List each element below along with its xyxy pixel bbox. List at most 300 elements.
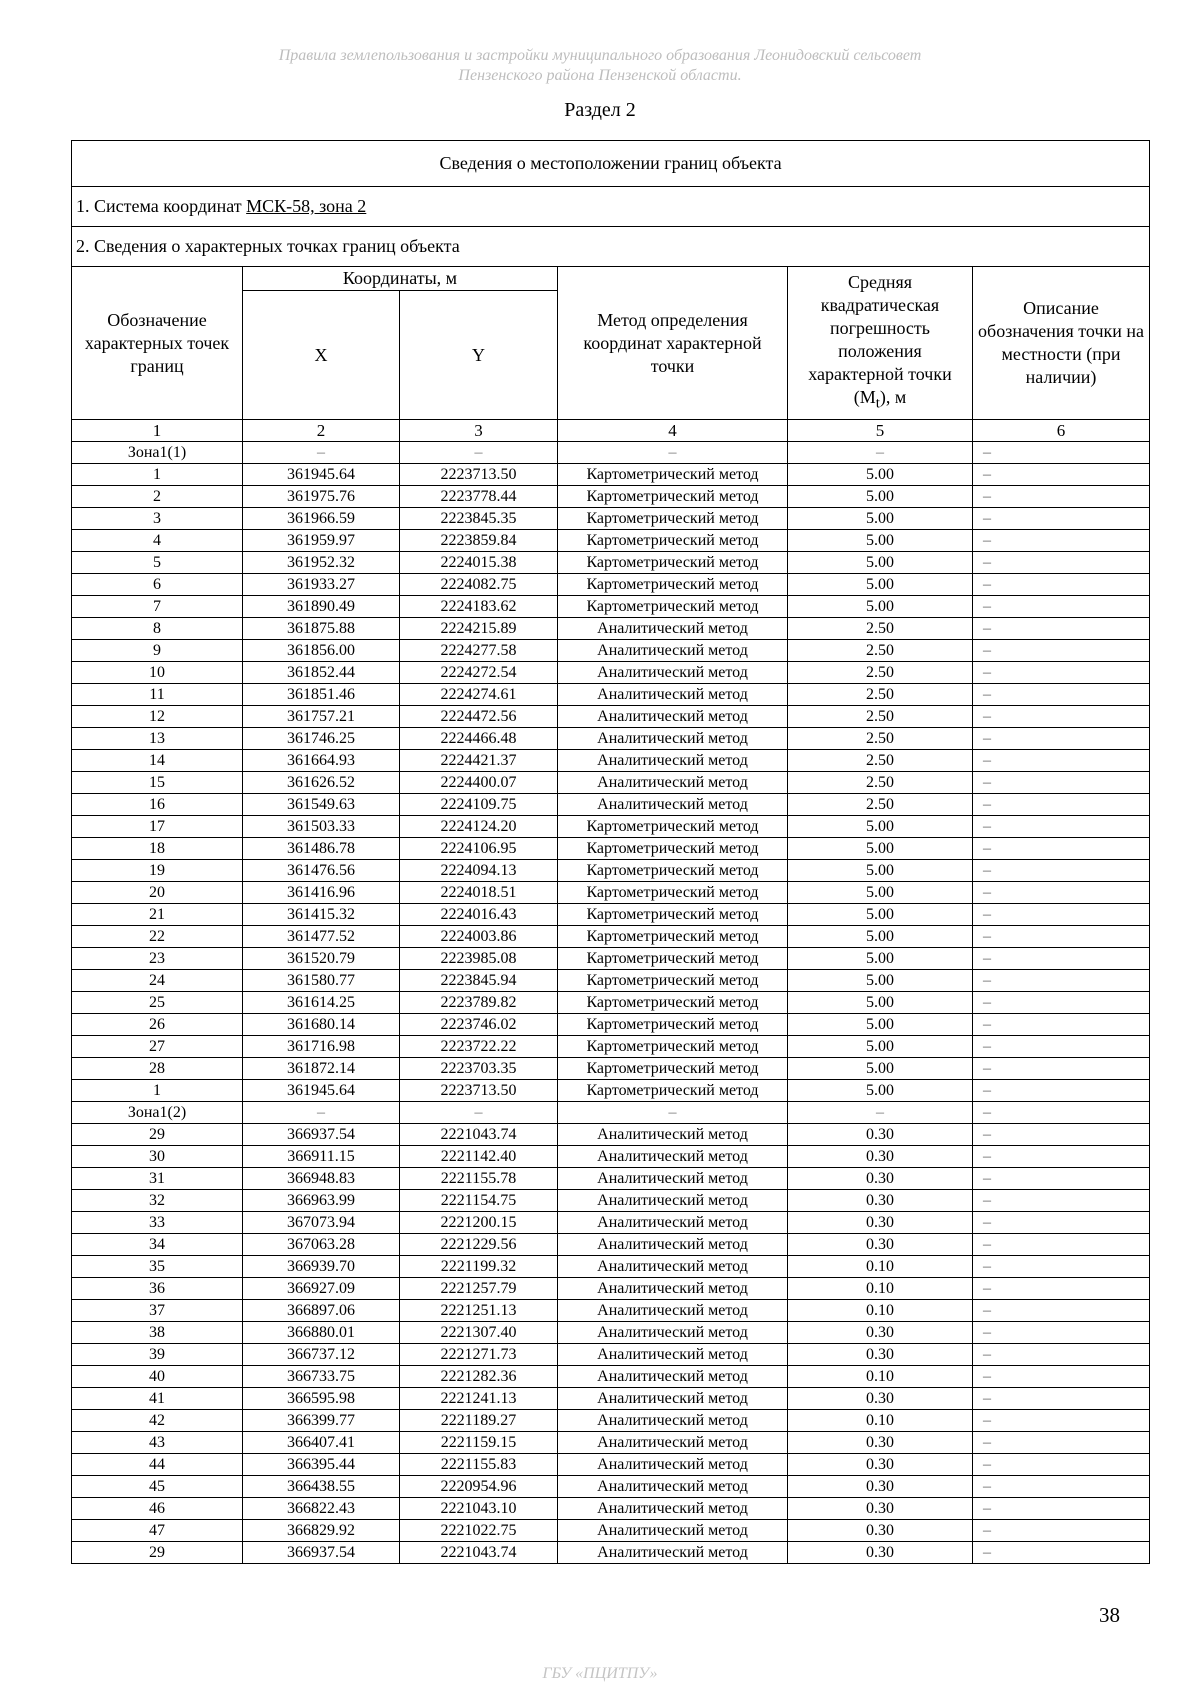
method: Аналитический метод [558,1212,788,1234]
coord-y: 2224421.37 [400,750,558,772]
mean-error: 2.50 [788,750,973,772]
coord-y: 2224003.86 [400,926,558,948]
method: Аналитический метод [558,1520,788,1542]
column-number: 1 [72,420,243,442]
method: Картометрический метод [558,486,788,508]
method: Аналитический метод [558,1344,788,1366]
coord-y: 2221282.36 [400,1366,558,1388]
point-number: 27 [72,1036,243,1058]
coord-x: 361945.64 [243,1080,400,1102]
table-row [72,838,1150,860]
zone-dash: – [973,1102,1150,1124]
mean-error: 5.00 [788,1014,973,1036]
coord-x: 361959.97 [243,530,400,552]
zone-dash: – [558,442,788,464]
point-description: – [973,662,1150,684]
coord-y: 2221189.27 [400,1410,558,1432]
table-row [72,1058,1150,1080]
coord-x: 361626.52 [243,772,400,794]
point-description: – [973,1146,1150,1168]
method: Аналитический метод [558,1410,788,1432]
zone-dash: – [558,1102,788,1124]
col-header-error: Средняя квадратическая погрешность положения характерной точки $(M_t)$, м [788,267,973,420]
table-row [72,640,1150,662]
coord-y: 2221043.10 [400,1498,558,1520]
coord-x: 361875.88 [243,618,400,640]
column-number: 6 [973,420,1150,442]
coord-y: 2221251.13 [400,1300,558,1322]
method: Аналитический метод [558,1454,788,1476]
point-number: 42 [72,1410,243,1432]
table-row [72,1124,1150,1146]
point-number: 6 [72,574,243,596]
mean-error: 0.30 [788,1344,973,1366]
coord-x: 361503.33 [243,816,400,838]
coord-y: 2223722.22 [400,1036,558,1058]
coord-x: 367073.94 [243,1212,400,1234]
zone-name: Зона1(1) [72,442,243,464]
mean-error: 0.10 [788,1366,973,1388]
coord-x: 361851.46 [243,684,400,706]
coord-x: 361945.64 [243,464,400,486]
method: Аналитический метод [558,794,788,816]
coord-x: 361852.44 [243,662,400,684]
point-description: – [973,706,1150,728]
method: Аналитический метод [558,1168,788,1190]
table-row [72,882,1150,904]
table-row [72,772,1150,794]
col-header-y: Y [400,291,558,420]
mean-error: 0.30 [788,1234,973,1256]
point-number: 17 [72,816,243,838]
point-number: 26 [72,1014,243,1036]
mean-error: 5.00 [788,970,973,992]
mean-error: 5.00 [788,552,973,574]
point-number: 25 [72,992,243,1014]
coord-x: 361933.27 [243,574,400,596]
coord-x: 361477.52 [243,926,400,948]
coord-x: 361856.00 [243,640,400,662]
point-description: – [973,1322,1150,1344]
point-description: – [973,1168,1150,1190]
mean-error: 5.00 [788,860,973,882]
method: Аналитический метод [558,1498,788,1520]
point-number: 8 [72,618,243,640]
coord-y: 2221155.83 [400,1454,558,1476]
method: Картометрический метод [558,970,788,992]
point-number: 15 [72,772,243,794]
point-number: 38 [72,1322,243,1344]
method: Аналитический метод [558,1388,788,1410]
coord-x: 366963.99 [243,1190,400,1212]
coord-system [72,187,1150,227]
point-description: – [973,1454,1150,1476]
point-description: – [973,1080,1150,1102]
method: Аналитический метод [558,1278,788,1300]
point-description: – [973,1300,1150,1322]
table-row [72,970,1150,992]
point-description: – [973,596,1150,618]
table-row [72,794,1150,816]
coord-y: 2221159.15 [400,1432,558,1454]
col-header-description: Описание обозначения точки на местности (при наличии) [973,267,1150,420]
point-number: 10 [72,662,243,684]
coord-y: 2224272.54 [400,662,558,684]
point-description: – [973,750,1150,772]
method: Картометрический метод [558,904,788,926]
method: Картометрический метод [558,860,788,882]
coord-y: 2221241.13 [400,1388,558,1410]
method: Картометрический метод [558,596,788,618]
mean-error: 2.50 [788,706,973,728]
coord-y: 2220954.96 [400,1476,558,1498]
table-row [72,1388,1150,1410]
mean-error: 5.00 [788,574,973,596]
point-number: 21 [72,904,243,926]
method: Аналитический метод [558,772,788,794]
coord-x: 361520.79 [243,948,400,970]
point-number: 14 [72,750,243,772]
mean-error: 2.50 [788,728,973,750]
mean-error: 5.00 [788,838,973,860]
point-number: 22 [72,926,243,948]
coord-y: 2224466.48 [400,728,558,750]
mean-error: 5.00 [788,486,973,508]
coord-x: 361549.63 [243,794,400,816]
method: Аналитический метод [558,684,788,706]
point-number: 28 [72,1058,243,1080]
method: Картометрический метод [558,574,788,596]
mean-error: 5.00 [788,1080,973,1102]
point-number: 12 [72,706,243,728]
running-header-line-2: Пензенского района Пензенской области. [458,67,742,84]
coord-x: 361757.21 [243,706,400,728]
mean-error: 2.50 [788,640,973,662]
point-number: 47 [72,1520,243,1542]
coord-y: 2224106.95 [400,838,558,860]
point-description: – [973,1212,1150,1234]
point-description: – [973,486,1150,508]
column-number: 4 [558,420,788,442]
table-row [72,1146,1150,1168]
coord-x: 366595.98 [243,1388,400,1410]
table-row [72,706,1150,728]
method: Аналитический метод [558,706,788,728]
mean-error: 2.50 [788,772,973,794]
point-description: – [973,1278,1150,1300]
coord-y: 2223845.94 [400,970,558,992]
point-number: 1 [72,1080,243,1102]
method: Аналитический метод [558,618,788,640]
table-row [72,728,1150,750]
coord-y: 2224183.62 [400,596,558,618]
mean-error: 0.10 [788,1256,973,1278]
point-number: 19 [72,860,243,882]
coord-y: 2221257.79 [400,1278,558,1300]
coord-x: 361476.56 [243,860,400,882]
point-number: 33 [72,1212,243,1234]
point-description: – [973,772,1150,794]
table-row [72,1410,1150,1432]
table-row [72,1036,1150,1058]
point-number: 43 [72,1432,243,1454]
coord-x: 361486.78 [243,838,400,860]
table-row [72,1344,1150,1366]
coord-y: 2224016.43 [400,904,558,926]
method: Картометрический метод [558,508,788,530]
coord-y: 2223703.35 [400,1058,558,1080]
point-number: 37 [72,1300,243,1322]
method: Аналитический метод [558,1322,788,1344]
point-number: 36 [72,1278,243,1300]
table-row [72,904,1150,926]
table-row [72,1080,1150,1102]
table-row [72,992,1150,1014]
mean-error: 5.00 [788,596,973,618]
coord-y: 2221199.32 [400,1256,558,1278]
coord-x: 366822.43 [243,1498,400,1520]
table-row [72,530,1150,552]
coord-x: 366939.70 [243,1256,400,1278]
method: Аналитический метод [558,1542,788,1564]
coord-y: 2224472.56 [400,706,558,728]
point-number: 35 [72,1256,243,1278]
method: Аналитический метод [558,1476,788,1498]
point-description: – [973,904,1150,926]
point-description: – [973,1388,1150,1410]
point-number: 29 [72,1542,243,1564]
mean-error: 0.30 [788,1432,973,1454]
mean-error: 0.30 [788,1542,973,1564]
mean-error: 5.00 [788,948,973,970]
zone-name: Зона1(2) [72,1102,243,1124]
point-description: – [973,838,1150,860]
point-description: – [973,1432,1150,1454]
method: Картометрический метод [558,1036,788,1058]
mean-error: 2.50 [788,662,973,684]
mean-error: 0.30 [788,1212,973,1234]
table-row [72,1542,1150,1564]
point-description: – [973,948,1150,970]
mean-error: 5.00 [788,992,973,1014]
method: Аналитический метод [558,1432,788,1454]
mean-error: 0.30 [788,1498,973,1520]
point-number: 39 [72,1344,243,1366]
col-header-method: Метод определения координат характерной точки [558,267,788,420]
mean-error: 5.00 [788,904,973,926]
coord-x: 366399.77 [243,1410,400,1432]
coord-y: 2223845.35 [400,508,558,530]
point-description: – [973,794,1150,816]
zone-dash: – [400,1102,558,1124]
coord-y: 2224094.13 [400,860,558,882]
coord-y: 2221022.75 [400,1520,558,1542]
zone-dash: – [400,442,558,464]
method: Картометрический метод [558,1014,788,1036]
section-title: Раздел 2 [564,99,636,121]
table-row [72,926,1150,948]
point-description: – [973,1520,1150,1542]
method: Картометрический метод [558,992,788,1014]
column-numbers-row [72,420,1150,442]
coord-y: 2223859.84 [400,530,558,552]
column-number: 3 [400,420,558,442]
point-description: – [973,970,1150,992]
table-row [72,574,1150,596]
method: Аналитический метод [558,1366,788,1388]
coord-x: 366880.01 [243,1322,400,1344]
coord-x: 366937.54 [243,1542,400,1564]
coord-x: 366829.92 [243,1520,400,1542]
coord-y: 2224277.58 [400,640,558,662]
mean-error: 5.00 [788,926,973,948]
point-description: – [973,1366,1150,1388]
coord-y: 2221307.40 [400,1322,558,1344]
mean-error: 2.50 [788,618,973,640]
zone-dash: – [243,442,400,464]
coord-y: 2221154.75 [400,1190,558,1212]
method: Аналитический метод [558,1300,788,1322]
table-row [72,1190,1150,1212]
table-row [72,684,1150,706]
coord-y: 2221043.74 [400,1542,558,1564]
method: Картометрический метод [558,926,788,948]
coord-x: 366927.09 [243,1278,400,1300]
method: Аналитический метод [558,1256,788,1278]
mean-error: 0.30 [788,1168,973,1190]
table-row [72,1168,1150,1190]
method: Аналитический метод [558,1124,788,1146]
mean-error: 0.10 [788,1300,973,1322]
point-description: – [973,530,1150,552]
col-header-coords: Координаты, м [243,267,558,291]
zone-dash: – [973,442,1150,464]
mean-error: 5.00 [788,882,973,904]
table-row [72,1300,1150,1322]
point-description: – [973,1014,1150,1036]
point-description: – [973,992,1150,1014]
mean-error: 0.30 [788,1146,973,1168]
method: Аналитический метод [558,1234,788,1256]
table-row [72,1454,1150,1476]
coord-x: 366937.54 [243,1124,400,1146]
point-description: – [973,1124,1150,1146]
table-row [72,508,1150,530]
coord-y: 2223713.50 [400,464,558,486]
point-number: 9 [72,640,243,662]
boundary-points-table [71,140,1150,1564]
point-description: – [973,684,1150,706]
method: Аналитический метод [558,1146,788,1168]
mean-error: 0.30 [788,1124,973,1146]
coord-y: 2224124.20 [400,816,558,838]
coord-x: 361614.25 [243,992,400,1014]
coord-x: 366911.15 [243,1146,400,1168]
table-row [72,1256,1150,1278]
coord-y: 2221200.15 [400,1212,558,1234]
mean-error: 0.30 [788,1476,973,1498]
point-number: 7 [72,596,243,618]
table-row [72,1278,1150,1300]
method: Картометрический метод [558,1080,788,1102]
method: Картометрический метод [558,552,788,574]
column-number: 2 [243,420,400,442]
point-number: 44 [72,1454,243,1476]
point-number: 46 [72,1498,243,1520]
method: Картометрический метод [558,838,788,860]
point-description: – [973,1542,1150,1564]
mean-error: 0.30 [788,1520,973,1542]
coord-x: 361416.96 [243,882,400,904]
coord-x: 361975.76 [243,486,400,508]
coord-y: 2224274.61 [400,684,558,706]
method: Картометрический метод [558,882,788,904]
coord-x: 361966.59 [243,508,400,530]
column-number: 5 [788,420,973,442]
coord-y: 2223789.82 [400,992,558,1014]
table-caption: Сведения о местоположении границ объекта [72,141,1150,187]
table-row [72,948,1150,970]
method: Аналитический метод [558,1190,788,1212]
coord-y: 2224018.51 [400,882,558,904]
method: Аналитический метод [558,728,788,750]
zone-row [72,442,1150,464]
coord-x: 361580.77 [243,970,400,992]
table-row [72,1234,1150,1256]
running-header [0,46,1200,86]
coord-y: 2224400.07 [400,772,558,794]
point-number: 40 [72,1366,243,1388]
coord-y: 2221229.56 [400,1234,558,1256]
point-number: 24 [72,970,243,992]
mean-error: 5.00 [788,508,973,530]
point-number: 29 [72,1124,243,1146]
point-number: 5 [72,552,243,574]
coord-y: 2224015.38 [400,552,558,574]
point-number: 4 [72,530,243,552]
method: Аналитический метод [558,662,788,684]
mean-error: 0.10 [788,1410,973,1432]
mean-error: 5.00 [788,1036,973,1058]
coord-y: 2224109.75 [400,794,558,816]
mean-error: 5.00 [788,1058,973,1080]
table-row [72,1520,1150,1542]
points-title: 2. Сведения о характерных точках границ объекта [72,227,1150,267]
mean-error: 5.00 [788,816,973,838]
table-row [72,486,1150,508]
coord-x: 366897.06 [243,1300,400,1322]
mean-error: 2.50 [788,684,973,706]
point-number: 11 [72,684,243,706]
point-description: – [973,1256,1150,1278]
zone-dash: – [243,1102,400,1124]
coord-y: 2223713.50 [400,1080,558,1102]
mean-error: 0.30 [788,1454,973,1476]
coord-x: 361746.25 [243,728,400,750]
point-number: 45 [72,1476,243,1498]
zone-dash: – [788,442,973,464]
coord-y: 2221142.40 [400,1146,558,1168]
coord-x: 366733.75 [243,1366,400,1388]
point-description: – [973,574,1150,596]
point-number: 16 [72,794,243,816]
coord-x: 361415.32 [243,904,400,926]
point-description: – [973,860,1150,882]
table-row [72,552,1150,574]
mean-error: 5.00 [788,530,973,552]
table-row [72,1432,1150,1454]
coord-x: 361872.14 [243,1058,400,1080]
